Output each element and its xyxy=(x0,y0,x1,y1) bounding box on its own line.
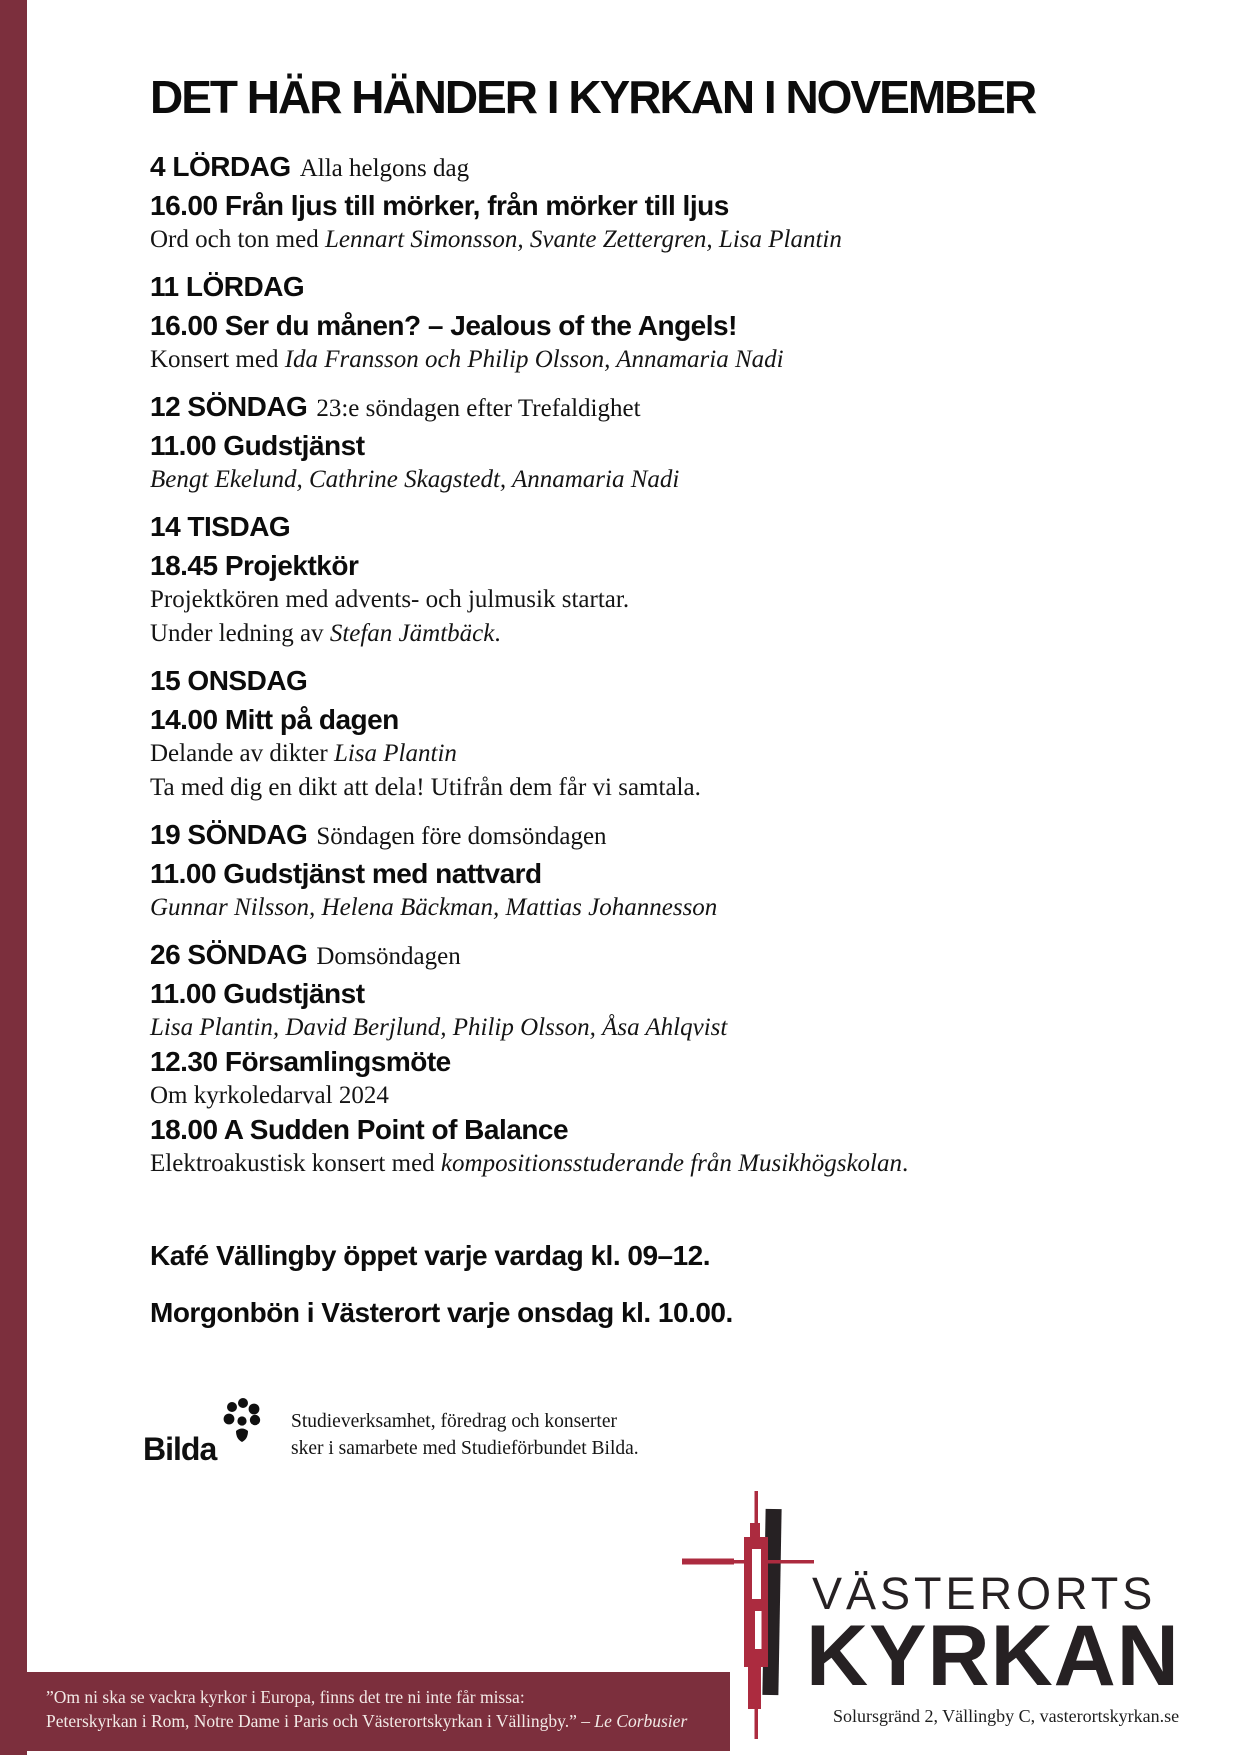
description-text: Konsert med xyxy=(150,346,285,373)
event xyxy=(150,510,1170,651)
event-date-line xyxy=(150,818,1170,857)
event-time-title: 18.00 A Sudden Point of Balance xyxy=(150,1114,569,1145)
page-title: DET HÄR HÄNDER I KYRKAN I NOVEMBER xyxy=(150,71,1036,123)
notice-cafe: Kafé Vällingby öppet varje vardag kl. 09–12. xyxy=(150,1240,711,1271)
description-text: Elektroakustisk konsert med xyxy=(150,1150,441,1177)
event-description xyxy=(150,343,1170,377)
event xyxy=(150,938,1170,1181)
person-names: Ida Fransson och Philip Olsson, Annamaria Nadi xyxy=(284,346,784,373)
event-date-line xyxy=(150,390,1170,429)
event-time-title: 18.45 Projektkör xyxy=(150,550,359,581)
person-names: Lisa Plantin, David Berjlund, Philip Olsson, Åsa Ahlqvist xyxy=(150,1014,728,1041)
event-date: 15 ONSDAG xyxy=(150,665,308,696)
main-content xyxy=(150,70,1170,1330)
event-date: 11 LÖRDAG xyxy=(150,271,305,302)
event-time-title: 11.00 Gudstjänst xyxy=(150,430,365,461)
event-date: 12 SÖNDAG xyxy=(150,391,308,422)
event-time-title: 16.00 Från ljus till mörker, från mörker till ljus xyxy=(150,190,729,221)
event xyxy=(150,818,1170,925)
event-description xyxy=(150,223,1170,257)
bilda-logo-text: Bilda xyxy=(143,1431,217,1467)
left-accent-bar xyxy=(0,0,27,1755)
event-date-line xyxy=(150,938,1170,977)
bilda-logo xyxy=(143,1398,265,1470)
bilda-line-1: Studieverksamhet, föredrag och konserter xyxy=(291,1411,617,1432)
event-description xyxy=(150,617,1170,651)
event-description xyxy=(150,737,1170,771)
church-address: Solursgränd 2, Vällingby C, vasterortskyrkan.se xyxy=(833,1706,1180,1726)
event-description xyxy=(150,1147,1170,1181)
event-description xyxy=(150,1011,1170,1045)
event-description xyxy=(150,771,1170,805)
description-text: Under ledning av xyxy=(150,620,330,647)
event-time-title: 12.30 Församlingsmöte xyxy=(150,1046,451,1077)
event xyxy=(150,150,1170,257)
event-time-title: 16.00 Ser du månen? – Jealous of the Angels! xyxy=(150,310,737,341)
event-description xyxy=(150,463,1170,497)
event-description xyxy=(150,583,1170,617)
event xyxy=(150,270,1170,377)
quote-author: Le Corbusier xyxy=(594,1711,688,1731)
church-name-top: VÄSTERORTS xyxy=(812,1568,1157,1619)
quote-line-2 xyxy=(46,1709,730,1733)
notice-morning-prayer: Morgonbön i Västerort varje onsdag kl. 10.00. xyxy=(150,1297,733,1328)
event-date: 19 SÖNDAG xyxy=(150,819,308,850)
footer-quote-banner xyxy=(0,1672,730,1751)
church-name-bottom: KYRKAN xyxy=(806,1608,1180,1704)
event-description xyxy=(150,891,1170,925)
event-date-note: Domsöndagen xyxy=(316,943,461,970)
quote-text-1: ”Om ni ska se vackra kyrkor i Europa, finns det tre ni inte får missa: xyxy=(46,1687,525,1707)
description-text: . xyxy=(902,1150,909,1177)
event-date-note: Söndagen före domsöndagen xyxy=(316,823,607,850)
description-text: . xyxy=(494,620,501,647)
event-date-line xyxy=(150,510,1170,549)
quote-text-2: Peterskyrkan i Rom, Notre Dame i Paris och Västerortskyrkan i Vällingby.” – xyxy=(46,1711,595,1731)
event-time-title: 14.00 Mitt på dagen xyxy=(150,704,399,735)
person-names: Lennart Simonsson, Svante Zettergren, Lisa Plantin xyxy=(324,226,842,253)
event-date-note: 23:e söndagen efter Trefaldighet xyxy=(316,395,641,422)
description-text: Projektkören med advents- och julmusik startar. xyxy=(150,586,630,613)
description-text: Delande av dikter xyxy=(150,740,334,767)
event xyxy=(150,390,1170,497)
event-date-line xyxy=(150,664,1170,703)
event-time-title: 11.00 Gudstjänst med nattvard xyxy=(150,858,542,889)
description-text: Ord och ton med xyxy=(150,226,325,253)
person-names: Stefan Jämtbäck xyxy=(329,620,495,647)
quote-line-1 xyxy=(46,1685,730,1709)
event xyxy=(150,664,1170,805)
person-names: Gunnar Nilsson, Helena Bäckman, Mattias Johannesson xyxy=(150,894,718,921)
bilda-description xyxy=(291,1398,639,1470)
event-date-line xyxy=(150,270,1170,309)
event-description xyxy=(150,1079,1170,1113)
bilda-dots-icon xyxy=(219,1398,265,1446)
event-date: 26 SÖNDAG xyxy=(150,939,308,970)
person-names: Bengt Ekelund, Cathrine Skagstedt, Annamaria Nadi xyxy=(150,466,680,493)
person-names: Lisa Plantin xyxy=(333,740,457,767)
event-date-note: Alla helgons dag xyxy=(299,155,470,182)
person-names: kompositionsstuderande från Musikhögskolan xyxy=(440,1150,903,1177)
event-date: 14 TISDAG xyxy=(150,511,291,542)
bilda-line-2: sker i samarbete med Studieförbundet Bilda. xyxy=(291,1438,639,1459)
description-text: Om kyrkoledarval 2024 xyxy=(150,1082,389,1109)
bilda-section xyxy=(143,1398,639,1470)
event-date: 4 LÖRDAG xyxy=(150,151,291,182)
event-list xyxy=(150,150,1170,1181)
event-date-line xyxy=(150,150,1170,189)
description-text: Ta med dig en dikt att dela! Utifrån dem får vi samtala. xyxy=(150,774,701,801)
event-time-title: 11.00 Gudstjänst xyxy=(150,978,365,1009)
